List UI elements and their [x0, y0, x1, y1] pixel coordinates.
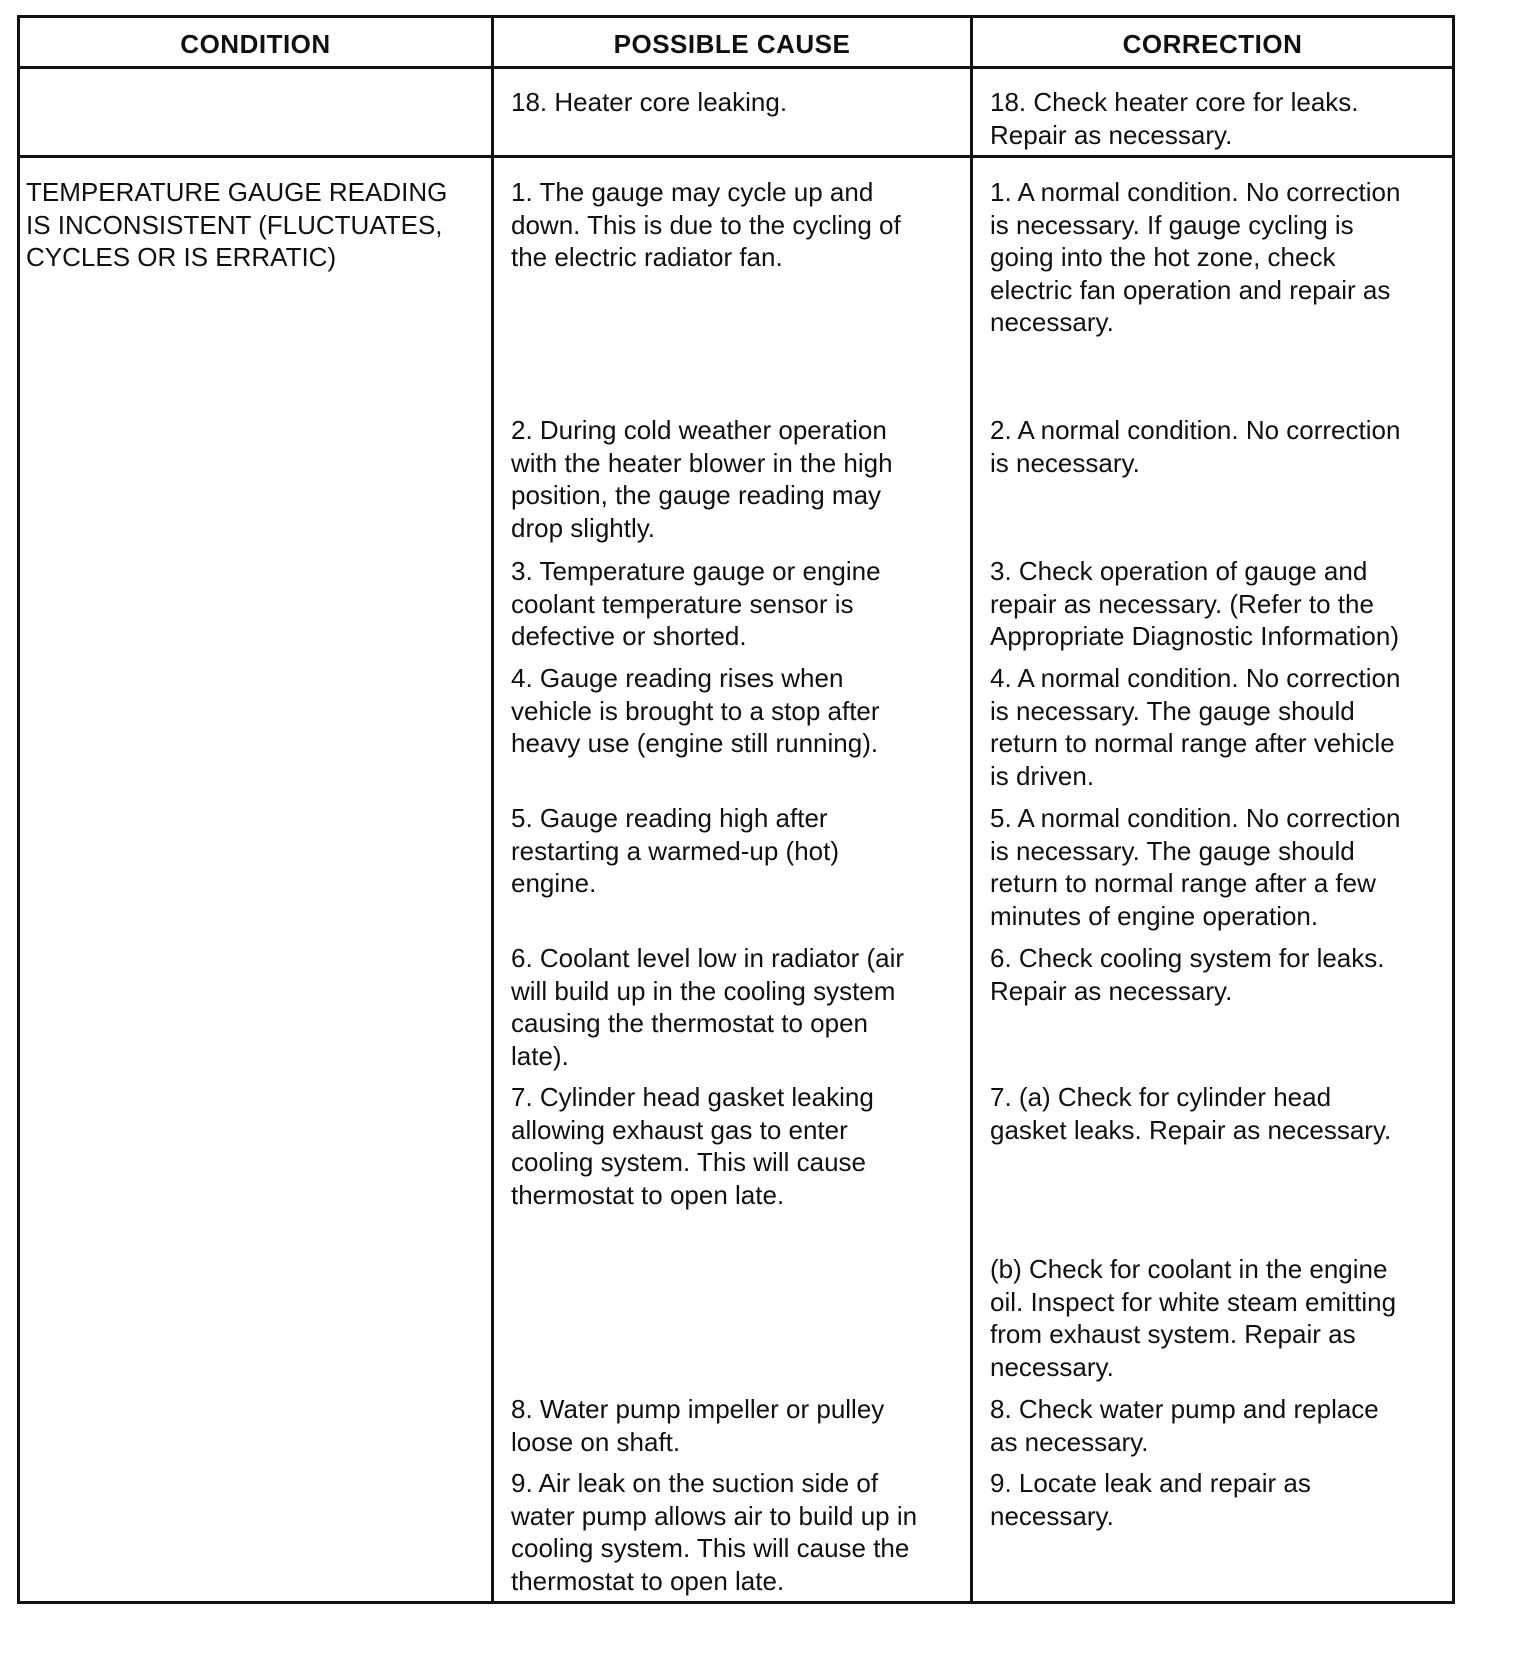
header-correction: CORRECTION	[1122, 29, 1303, 59]
header-divider	[17, 66, 1455, 69]
correction-item-7b: (b) Check for coolant in the engine oil. Inspect for white steam emitting from exhaust system. Repair as necessary.	[990, 1254, 1397, 1382]
cause-item-2: 2. During cold weather operation with the heater blower in the high position, the gauge reading may drop slightly.	[511, 415, 893, 543]
correction-item-5: 5. A normal condition. No correction is necessary. The gauge should return to normal range after a few minutes of engine operation.	[990, 803, 1401, 931]
header-condition: CONDITION	[180, 29, 331, 59]
correction-item-3: 3. Check operation of gauge and repair as necessary. (Refer to the Appropriate Diagnostic Information)	[990, 556, 1399, 651]
cause-item-9: 9. Air leak on the suction side of water pump allows air to build up in cooling system. This will cause the thermostat to open late.	[511, 1468, 918, 1596]
cause-item-6: 6. Coolant level low in radiator (air will build up in the cooling system causing the thermostat to open late).	[511, 943, 905, 1071]
correction-item-2: 2. A normal condition. No correction is necessary.	[990, 415, 1401, 478]
row-divider	[17, 155, 1455, 158]
cause-item-4: 4. Gauge reading rises when vehicle is brought to a stop after heavy use (engine still running).	[511, 663, 880, 758]
row18-correction: 18. Check heater core for leaks. Repair as necessary.	[990, 87, 1359, 150]
header-possible-cause: POSSIBLE CAUSE	[613, 29, 851, 59]
condition-text: TEMPERATURE GAUGE READING IS INCONSISTENT (FLUCTUATES, CYCLES OR IS ERRATIC)	[26, 177, 448, 272]
correction-item-8: 8. Check water pump and replace as necessary.	[990, 1394, 1379, 1457]
correction-item-1: 1. A normal condition. No correction is necessary. If gauge cycling is going into the hot zone, check electric fan operation and repair as necessary.	[990, 177, 1401, 337]
cause-item-7: 7. Cylinder head gasket leaking allowing exhaust gas to enter cooling system. This will cause thermostat to open late.	[511, 1082, 874, 1210]
cause-item-8: 8. Water pump impeller or pulley loose on shaft.	[511, 1394, 885, 1457]
column-divider-2	[970, 15, 973, 1604]
column-divider-1	[491, 15, 494, 1604]
correction-item-4: 4. A normal condition. No correction is necessary. The gauge should return to normal range after vehicle is driven.	[990, 663, 1401, 791]
cause-item-5: 5. Gauge reading high after restarting a warmed-up (hot) engine.	[511, 803, 840, 898]
cause-item-1: 1. The gauge may cycle up and down. This is due to the cycling of the electric radiator fan.	[511, 177, 901, 272]
row18-cause: 18. Heater core leaking.	[511, 87, 788, 117]
correction-item-7a: 7. (a) Check for cylinder head gasket leaks. Repair as necessary.	[990, 1082, 1392, 1145]
correction-item-6: 6. Check cooling system for leaks. Repair as necessary.	[990, 943, 1385, 1006]
correction-item-9: 9. Locate leak and repair as necessary.	[990, 1468, 1311, 1531]
cause-item-3: 3. Temperature gauge or engine coolant temperature sensor is defective or shorted.	[511, 556, 881, 651]
